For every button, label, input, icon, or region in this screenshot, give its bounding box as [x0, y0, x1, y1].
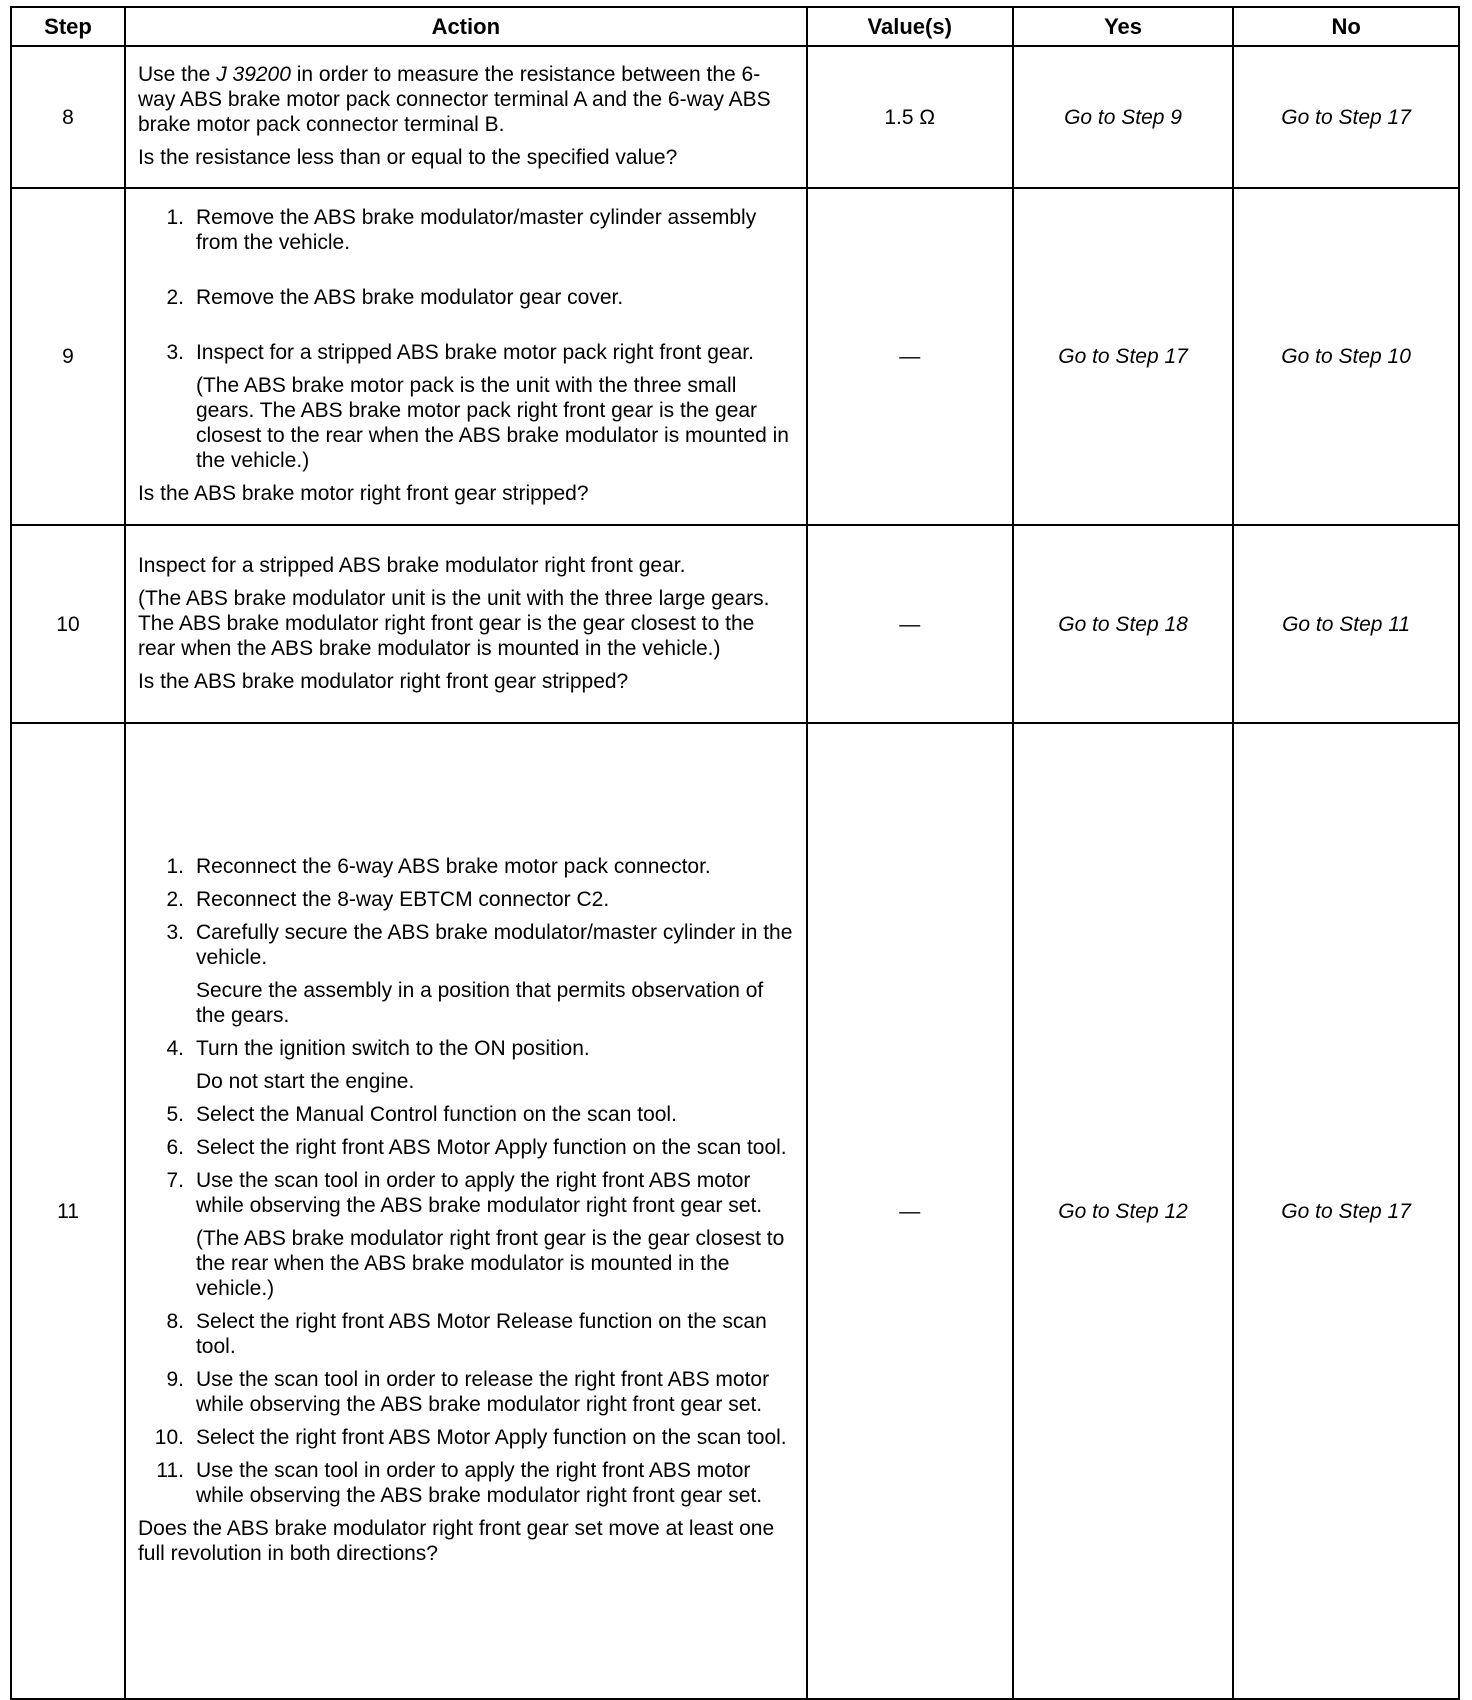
header-yes: Yes: [1013, 7, 1233, 46]
header-step: Step: [11, 7, 125, 46]
list-item: 11. Use the scan tool in order to apply the right front ABS motor while observing the ABS brake modulator right front gear set.: [156, 1459, 763, 1507]
action-question: Is the ABS brake modulator right front gear stripped?: [137, 669, 629, 693]
sub-note: Do not start the engine.: [195, 1070, 415, 1093]
no-goto: Go to Step 11: [1233, 525, 1459, 723]
tool-reference: J 39200: [216, 63, 291, 86]
no-goto: Go to Step 17: [1233, 723, 1459, 1699]
step-number: 11: [11, 723, 125, 1699]
yes-goto: Go to Step 12: [1013, 723, 1233, 1699]
action-steps: [138, 854, 796, 1508]
action-steps: [138, 205, 796, 365]
action-cell: [125, 46, 807, 188]
no-goto: Go to Step 17: [1233, 46, 1459, 188]
list-item: 8. Select the right front ABS Motor Release function on the scan tool.: [166, 1310, 767, 1358]
list-item: 7. Use the scan tool in order to apply the right front ABS motor while observing the ABS brake modulator right front gear set. (The ABS brake modulator right front gear is the gear closest to the rear when the ABS brake modulator is mounted in the vehicle.): [138, 1168, 796, 1301]
value-cell: —: [807, 188, 1013, 525]
action-cell: [125, 723, 807, 1699]
list-item: 2. Reconnect the 8-way EBTCM connector C2.: [166, 888, 610, 911]
header-no: No: [1233, 7, 1459, 46]
header-values: Value(s): [807, 7, 1013, 46]
action-question: Does the ABS brake modulator right front gear set move at least one full revolution in both directions?: [137, 1517, 775, 1565]
list-item: 3. Carefully secure the ABS brake modulator/master cylinder in the vehicle. Secure the assembly in a position that permits observation of the gears.: [138, 920, 796, 1028]
list-item: 3. Inspect for a stripped ABS brake motor pack right front gear.: [166, 341, 754, 364]
diagnostic-table: [10, 6, 1460, 1700]
list-item: 5. Select the Manual Control function on the scan tool.: [166, 1103, 677, 1126]
action-note: (The ABS brake motor pack is the unit with the three small gears. The ABS brake motor pack right front gear is the gear closest to the rear when the ABS brake modulator is mounted in the vehicle.): [195, 374, 789, 472]
sub-note: Secure the assembly in a position that permits observation of the gears.: [195, 979, 764, 1027]
action-note: (The ABS brake modulator unit is the unit with the three large gears. The ABS brake modulator right front gear is the gear closest to the rear when the ABS brake modulator is mounted in the vehicle.): [137, 586, 770, 660]
list-item: 1. Reconnect the 6-way ABS brake motor pack connector.: [166, 855, 711, 878]
action-cell: [125, 188, 807, 525]
table-row: [11, 723, 1459, 1699]
table-header-row: [11, 7, 1459, 46]
step-number: 9: [11, 188, 125, 525]
sub-note: (The ABS brake modulator right front gear is the gear closest to the rear when the ABS brake modulator is mounted in the vehicle.): [195, 1227, 785, 1300]
list-item: 4. Turn the ignition switch to the ON position. Do not start the engine.: [138, 1036, 796, 1094]
action-question: Is the ABS brake motor right front gear stripped?: [137, 482, 589, 505]
list-item: 10. Select the right front ABS Motor Apply function on the scan tool.: [154, 1426, 787, 1449]
table-row: [11, 525, 1459, 723]
list-item: 1. Remove the ABS brake modulator/master cylinder assembly from the vehicle.: [166, 206, 757, 254]
value-cell: 1.5 Ω: [807, 46, 1013, 188]
list-item: 2. Remove the ABS brake modulator gear cover.: [166, 286, 624, 309]
action-cell: [125, 525, 807, 723]
step-number: 8: [11, 46, 125, 188]
value-cell: —: [807, 723, 1013, 1699]
value-cell: —: [807, 525, 1013, 723]
yes-goto: Go to Step 17: [1013, 188, 1233, 525]
yes-goto: Go to Step 9: [1013, 46, 1233, 188]
list-item: 6. Select the right front ABS Motor Apply function on the scan tool.: [166, 1136, 787, 1159]
action-text: Use the J 39200 in order to measure the resistance between the 6-way ABS brake motor pack connector terminal A and the 6-way ABS brake motor pack connector terminal B.: [137, 63, 771, 136]
action-question: Is the resistance less than or equal to the specified value?: [137, 146, 678, 169]
table-row: [11, 46, 1459, 188]
header-action: Action: [125, 7, 807, 46]
table-row: [11, 188, 1459, 525]
list-item: 9. Use the scan tool in order to release the right front ABS motor while observing the ABS brake modulator right front gear set.: [166, 1368, 770, 1416]
action-text: Inspect for a stripped ABS brake modulator right front gear.: [137, 553, 686, 577]
step-number: 10: [11, 525, 125, 723]
yes-goto: Go to Step 18: [1013, 525, 1233, 723]
no-goto: Go to Step 10: [1233, 188, 1459, 525]
